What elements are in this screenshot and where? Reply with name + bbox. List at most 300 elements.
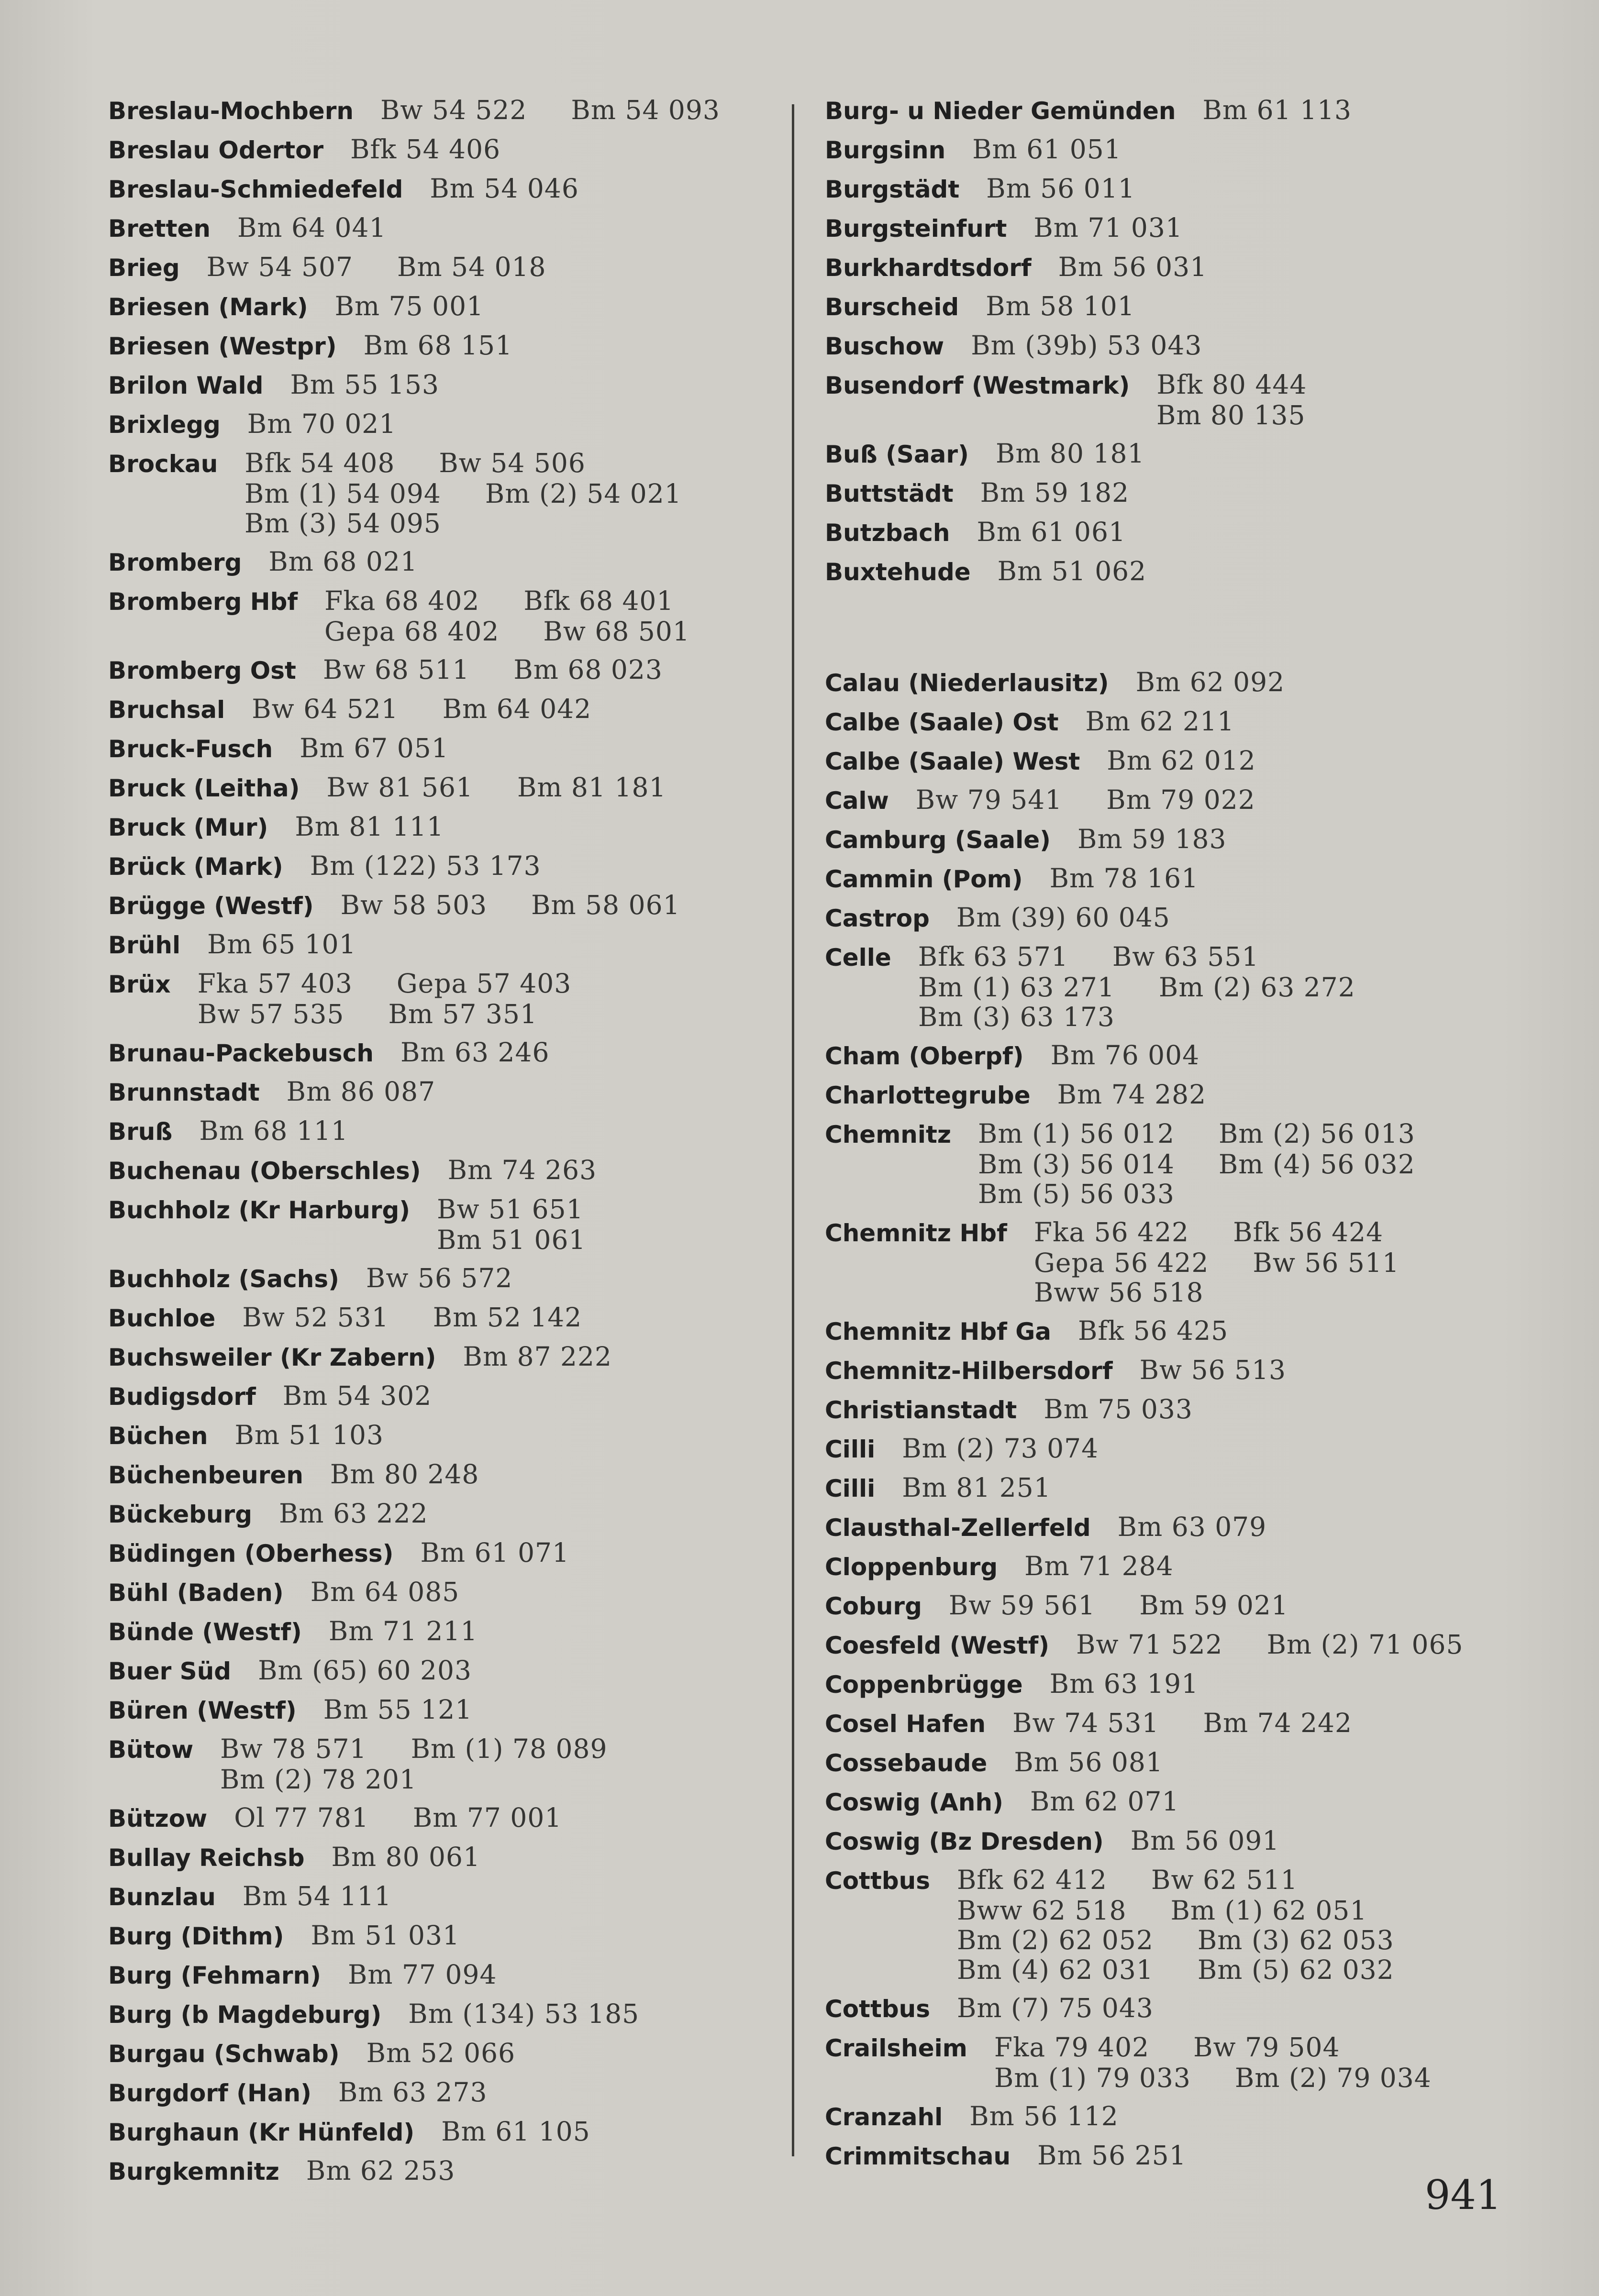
directory-entry xyxy=(825,287,1514,326)
directory-entry xyxy=(108,1259,778,1298)
office-code: Bw 68 511 xyxy=(322,654,470,685)
office-code: Bfk 80 444 xyxy=(1156,369,1307,400)
office-code: Bm (3) 54 095 xyxy=(244,508,441,539)
office-code: Bw 57 535 xyxy=(198,999,344,1029)
place-name: Cosel Hafen xyxy=(825,1710,986,1738)
place-name: Coswig (Anh) xyxy=(825,1788,1003,1816)
office-code: Bm 77 001 xyxy=(412,1802,562,1833)
continuation-line xyxy=(825,1925,1514,1955)
place-name: Celle xyxy=(825,944,891,971)
directory-entry xyxy=(108,1995,778,2034)
office-code: Bw 71 522 xyxy=(1076,1629,1223,1660)
directory-entry xyxy=(825,820,1514,859)
place-name: Büren (Westf) xyxy=(108,1697,297,1724)
office-code: Bm 87 222 xyxy=(463,1341,612,1372)
office-code: Bm 54 111 xyxy=(242,1881,392,1911)
office-code: Bfk 54 408 xyxy=(244,448,395,478)
directory-entry xyxy=(108,582,778,651)
place-name: Calbe (Saale) Ost xyxy=(825,708,1059,736)
directory-entry xyxy=(825,938,1514,1036)
office-code: Bm (4) 56 032 xyxy=(1218,1149,1415,1180)
continuation-line xyxy=(825,1955,1514,1985)
directory-entry xyxy=(108,1612,778,1651)
directory-entry xyxy=(825,365,1514,434)
directory-entry xyxy=(108,768,778,807)
continuation-line xyxy=(825,1002,1514,1032)
continuation-line xyxy=(825,972,1514,1002)
office-code: Bm (1) 79 033 xyxy=(994,2063,1191,2093)
office-code: Bm 59 183 xyxy=(1077,824,1227,854)
office-code: Bm (2) 56 013 xyxy=(1218,1118,1415,1149)
place-name: Budigsdorf xyxy=(108,1383,256,1411)
office-code: Bm (1) 56 012 xyxy=(978,1118,1175,1149)
continuation-line xyxy=(825,1149,1514,1179)
office-code: Bfk 63 571 xyxy=(918,941,1068,972)
place-name: Cossebaude xyxy=(825,1749,988,1777)
office-code: Bw 58 503 xyxy=(340,890,488,920)
directory-entry xyxy=(108,1151,778,1190)
place-name: Cammin (Pom) xyxy=(825,865,1023,893)
directory-entry xyxy=(825,1861,1514,1989)
continuation-line xyxy=(825,1896,1514,1925)
office-code: Bm (5) 62 032 xyxy=(1197,1954,1394,1985)
directory-entry xyxy=(108,2152,778,2191)
directory-entry xyxy=(108,2112,778,2152)
office-code: Bm 56 112 xyxy=(969,2101,1119,2131)
directory-entry xyxy=(108,1799,778,1838)
directory-entry xyxy=(825,434,1514,474)
place-name: Coswig (Bz Dresden) xyxy=(825,1828,1104,1855)
office-code: Bm 86 087 xyxy=(286,1076,436,1107)
office-code: Bm (2) 71 065 xyxy=(1266,1629,1464,1660)
office-code: Bm 63 222 xyxy=(279,1498,428,1529)
place-name: Brixlegg xyxy=(108,411,221,439)
office-code: Bm 61 051 xyxy=(972,134,1122,165)
directory-entry xyxy=(825,1115,1514,1213)
office-code: Bw 68 501 xyxy=(543,616,690,647)
left-column xyxy=(108,91,778,2191)
place-name: Bützow xyxy=(108,1805,208,1832)
page-number: 941 xyxy=(1425,2172,1502,2219)
directory-entry xyxy=(108,444,778,542)
office-code: Bm 68 023 xyxy=(513,654,663,685)
directory-entry xyxy=(825,1036,1514,1075)
place-name: Cottbus xyxy=(825,1995,930,2023)
place-name: Clausthal-Zellerfeld xyxy=(825,1514,1091,1542)
place-name: Busendorf (Westmark) xyxy=(825,372,1130,399)
office-code: Bm (3) 56 014 xyxy=(978,1149,1175,1180)
place-name: Chemnitz Hbf Ga xyxy=(825,1318,1052,1346)
office-code: Fka 79 402 xyxy=(994,2032,1150,2063)
place-name: Brühl xyxy=(108,931,181,959)
directory-entry xyxy=(825,663,1514,702)
office-code: Bw 79 541 xyxy=(915,784,1063,815)
office-code: Bm 68 111 xyxy=(199,1115,348,1146)
place-name: Breslau Odertor xyxy=(108,136,324,164)
place-name: Calw xyxy=(825,787,889,815)
office-code: Fka 68 402 xyxy=(324,585,480,616)
place-name: Bünde (Westf) xyxy=(108,1618,302,1646)
directory-entry xyxy=(825,326,1514,365)
office-code: Bw 56 572 xyxy=(366,1263,513,1293)
directory-entry xyxy=(108,886,778,925)
office-code: Bw 63 551 xyxy=(1112,941,1259,972)
office-code: Bm 61 061 xyxy=(977,517,1126,547)
office-code: Bm 62 092 xyxy=(1135,667,1285,697)
directory-entry xyxy=(108,1916,778,1955)
office-code: Bw 54 506 xyxy=(439,448,586,478)
place-name: Brockau xyxy=(108,450,218,478)
office-code: Bm (3) 62 053 xyxy=(1197,1925,1394,1955)
place-name: Buschow xyxy=(825,332,944,360)
directory-entry xyxy=(825,1075,1514,1115)
directory-entry xyxy=(825,130,1514,169)
office-code: Bm 64 085 xyxy=(310,1577,460,1607)
directory-entry xyxy=(108,1190,778,1259)
office-code: Bm 68 151 xyxy=(363,330,513,361)
office-code: Bm (1) 78 089 xyxy=(411,1733,608,1764)
office-code: Bm (39b) 53 043 xyxy=(971,330,1202,361)
place-name: Bromberg Hbf xyxy=(108,588,298,616)
place-name: Burscheid xyxy=(825,293,959,321)
office-code: Bm 56 031 xyxy=(1058,252,1208,282)
office-code: Bm 81 251 xyxy=(902,1472,1051,1503)
place-name: Crailsheim xyxy=(825,2034,967,2062)
office-code: Gepa 56 422 xyxy=(1034,1247,1209,1278)
office-code: Bm (1) 54 094 xyxy=(244,478,441,509)
directory-entry xyxy=(825,209,1514,248)
office-code: Bm 56 081 xyxy=(1014,1747,1163,1777)
place-name: Breslau-Schmiedefeld xyxy=(108,176,403,203)
place-name: Bromberg Ost xyxy=(108,657,296,684)
directory-entry xyxy=(825,1821,1514,1861)
directory-entry xyxy=(825,513,1514,552)
directory-entry xyxy=(108,326,778,365)
directory-entry xyxy=(825,898,1514,938)
office-code: Bm 63 079 xyxy=(1117,1512,1267,1542)
place-name: Brieg xyxy=(108,254,180,282)
office-code: Bm 63 191 xyxy=(1049,1668,1199,1699)
place-name: Burgsteinfurt xyxy=(825,215,1007,243)
directory-entry xyxy=(108,1072,778,1112)
office-code: Bw 54 522 xyxy=(380,95,527,125)
directory-entry xyxy=(825,1704,1514,1743)
office-code: Bfk 68 401 xyxy=(523,585,674,616)
directory-entry xyxy=(108,2073,778,2112)
place-name: Burg (Dithm) xyxy=(108,1922,284,1950)
directory-entry xyxy=(108,1534,778,1573)
office-code: Bm (5) 56 033 xyxy=(978,1179,1175,1209)
directory-entry xyxy=(825,1989,1514,2028)
place-name: Cilli xyxy=(825,1435,876,1463)
office-code: Bm 55 153 xyxy=(290,369,439,400)
office-code: Bm (1) 63 271 xyxy=(918,972,1115,1003)
directory-entry xyxy=(825,552,1514,591)
office-code: Bm 81 181 xyxy=(517,772,666,803)
office-code: Bm (7) 75 043 xyxy=(957,1993,1154,2023)
place-name: Buß (Saar) xyxy=(825,441,969,468)
office-code: Bm 81 111 xyxy=(295,811,444,842)
office-code: Bm 62 211 xyxy=(1085,706,1235,737)
office-code: Bm 79 022 xyxy=(1106,784,1255,815)
directory-entry xyxy=(108,925,778,964)
office-code: Bm 61 113 xyxy=(1202,95,1352,125)
directory-entry xyxy=(825,781,1514,820)
directory-entry xyxy=(825,1312,1514,1351)
place-name: Buxtehude xyxy=(825,558,971,586)
office-code: Bm (2) 79 034 xyxy=(1234,2063,1432,2093)
place-name: Brück (Mark) xyxy=(108,853,283,881)
place-name: Breslau-Mochbern xyxy=(108,97,354,125)
directory-entry xyxy=(108,1838,778,1877)
office-code: Bm 63 273 xyxy=(338,2077,488,2108)
directory-entry xyxy=(825,2136,1514,2175)
place-name: Castrop xyxy=(825,905,930,932)
directory-entry xyxy=(825,1429,1514,1468)
place-name: Buchsweiler (Kr Zabern) xyxy=(108,1344,436,1371)
directory-entry xyxy=(108,365,778,405)
office-code: Bm 80 135 xyxy=(1156,400,1306,430)
place-name: Bühl (Baden) xyxy=(108,1579,284,1607)
office-code: Bm 64 042 xyxy=(442,694,592,724)
place-name: Cilli xyxy=(825,1475,876,1502)
directory-entry xyxy=(825,1213,1514,1312)
directory-entry xyxy=(825,1743,1514,1782)
office-code: Bm 54 046 xyxy=(430,173,579,204)
place-name: Burg (b Magdeburg) xyxy=(108,2001,382,2029)
office-code: Bm 51 031 xyxy=(311,1920,460,1951)
place-name: Bruck (Mur) xyxy=(108,814,268,841)
place-name: Burkhardtsdorf xyxy=(825,254,1032,282)
place-name: Bütow xyxy=(108,1736,194,1764)
directory-entry xyxy=(108,130,778,169)
office-code: Bm (4) 62 031 xyxy=(957,1954,1154,1985)
office-code: Bm (2) 54 021 xyxy=(485,478,682,509)
office-code: Bfk 62 412 xyxy=(957,1865,1108,1895)
continuation-line xyxy=(825,400,1514,430)
place-name: Büdingen (Oberhess) xyxy=(108,1540,394,1567)
place-name: Briesen (Westpr) xyxy=(108,332,337,360)
place-name: Buer Süd xyxy=(108,1657,232,1685)
office-code: Bm 70 021 xyxy=(247,408,397,439)
place-name: Burgsinn xyxy=(825,136,946,164)
place-name: Buchholz (Kr Harburg) xyxy=(108,1196,411,1224)
office-code: Bm 77 094 xyxy=(348,1959,497,1990)
directory-entry xyxy=(108,1112,778,1151)
office-code: Fka 56 422 xyxy=(1033,1217,1189,1247)
place-name: Brüx xyxy=(108,971,171,998)
office-code: Bw 78 571 xyxy=(220,1733,367,1764)
place-name: Bunzlau xyxy=(108,1883,216,1911)
directory-entry xyxy=(108,1690,778,1730)
continuation-line xyxy=(825,2063,1514,2093)
place-name: Bromberg xyxy=(108,549,242,576)
office-code: Bm 71 031 xyxy=(1033,212,1183,243)
office-code: Bw 81 561 xyxy=(326,772,473,803)
directory-entry xyxy=(825,1586,1514,1625)
office-code: Bm 80 248 xyxy=(330,1459,479,1490)
office-code: Bw 56 513 xyxy=(1139,1355,1287,1385)
office-code: Bm (1) 62 051 xyxy=(1170,1895,1367,1926)
place-name: Cranzahl xyxy=(825,2103,943,2131)
office-code: Bm 71 211 xyxy=(328,1616,478,1646)
office-code: Bww 62 518 xyxy=(957,1895,1127,1926)
place-name: Brilon Wald xyxy=(108,372,264,399)
continuation-line xyxy=(108,999,778,1029)
directory-entry xyxy=(825,2097,1514,2136)
office-code: Bw 52 531 xyxy=(242,1302,389,1333)
office-code: Bm 62 071 xyxy=(1030,1786,1179,1817)
office-code: Bm (2) 63 272 xyxy=(1158,972,1355,1003)
office-code: Bm 55 121 xyxy=(323,1694,473,1725)
office-code: Gepa 68 402 xyxy=(324,616,500,647)
place-name: Burg- u Nieder Gemünden xyxy=(825,97,1176,125)
office-code: Bm (2) 78 201 xyxy=(220,1764,417,1795)
office-code: Bm 74 282 xyxy=(1057,1079,1207,1110)
directory-entry xyxy=(108,847,778,886)
place-name: Chemnitz-Hilbersdorf xyxy=(825,1357,1113,1385)
office-code: Bm 52 142 xyxy=(433,1302,582,1333)
office-code: Bm 62 012 xyxy=(1107,745,1256,776)
place-name: Coburg xyxy=(825,1592,922,1620)
office-code: Bm 68 021 xyxy=(268,546,418,577)
office-code: Bw 79 504 xyxy=(1193,2032,1340,2063)
office-code: Bm 52 066 xyxy=(366,2038,516,2068)
place-name: Brunau-Packebusch xyxy=(108,1039,374,1067)
office-code: Bm 56 011 xyxy=(986,173,1135,204)
column-divider xyxy=(792,104,794,2156)
directory-entry xyxy=(108,651,778,690)
office-code: Bm 74 263 xyxy=(447,1155,597,1185)
office-code: Bm 59 182 xyxy=(980,477,1130,508)
office-code: Bm 62 253 xyxy=(306,2155,455,2186)
place-name: Bruchsal xyxy=(108,696,225,724)
office-code: Bm 61 071 xyxy=(420,1537,570,1568)
place-name: Büchenbeuren xyxy=(108,1461,303,1489)
office-code: Bfk 54 406 xyxy=(350,134,501,165)
directory-entry xyxy=(108,729,778,768)
continuation-line xyxy=(108,1765,778,1794)
place-name: Bruß xyxy=(108,1118,173,1146)
office-code: Bm 57 351 xyxy=(388,999,537,1029)
place-name: Christianstadt xyxy=(825,1396,1017,1424)
office-code: Bm 74 242 xyxy=(1203,1708,1353,1738)
office-code: Bm (39) 60 045 xyxy=(956,902,1170,933)
office-code: Bww 56 518 xyxy=(1034,1277,1204,1308)
office-code: Bm (2) 73 074 xyxy=(902,1433,1099,1464)
continuation-line xyxy=(825,1179,1514,1209)
right-column xyxy=(825,91,1514,2175)
place-name: Chemnitz Hbf xyxy=(825,1219,1007,1247)
office-code: Bfk 56 424 xyxy=(1233,1217,1384,1247)
directory-entry xyxy=(825,702,1514,741)
place-name: Burghaun (Kr Hünfeld) xyxy=(108,2119,415,2146)
continuation-line xyxy=(825,1248,1514,1278)
directory-entry xyxy=(825,1665,1514,1704)
place-name: Bruck (Leitha) xyxy=(108,774,300,802)
directory-entry xyxy=(108,1455,778,1494)
place-name: Coesfeld (Westf) xyxy=(825,1632,1050,1659)
place-name: Chemnitz xyxy=(825,1121,952,1148)
office-code: Bm 65 101 xyxy=(207,929,356,960)
continuation-line xyxy=(108,1225,778,1255)
directory-entry xyxy=(108,964,778,1033)
directory-entry xyxy=(108,690,778,729)
office-code: Bm 51 103 xyxy=(234,1420,384,1450)
office-code: Bm 51 062 xyxy=(997,556,1147,586)
office-code: Bm 78 161 xyxy=(1049,863,1199,894)
place-name: Bruck-Fusch xyxy=(108,735,273,763)
place-name: Butzbach xyxy=(825,519,950,547)
continuation-line xyxy=(108,617,778,646)
directory-entry xyxy=(825,1508,1514,1547)
office-code: Bm 80 181 xyxy=(995,438,1145,469)
office-code: Bm 58 101 xyxy=(986,291,1135,321)
directory-entry xyxy=(108,1494,778,1534)
directory-entry xyxy=(108,1573,778,1612)
place-name: Burgdorf (Han) xyxy=(108,2079,311,2107)
office-code: Bm 63 246 xyxy=(400,1037,550,1068)
directory-entry xyxy=(108,1651,778,1690)
place-name: Burgstädt xyxy=(825,176,960,203)
office-code: Bm (122) 53 173 xyxy=(310,850,541,881)
directory-entry xyxy=(108,1416,778,1455)
place-name: Brunnstadt xyxy=(108,1079,260,1106)
directory-entry xyxy=(825,1782,1514,1821)
directory-entry xyxy=(108,1377,778,1416)
directory-entry xyxy=(108,248,778,287)
place-name: Buchloe xyxy=(108,1304,216,1332)
place-name: Burgkemnitz xyxy=(108,2158,279,2186)
place-name: Buchholz (Sachs) xyxy=(108,1265,339,1293)
place-name: Cham (Oberpf) xyxy=(825,1042,1024,1070)
place-name: Charlottegrube xyxy=(825,1082,1031,1109)
office-code: Gepa 57 403 xyxy=(396,968,572,999)
place-name: Coppenbrügge xyxy=(825,1671,1023,1699)
office-code: Bm 54 093 xyxy=(571,95,720,125)
office-code: Bm 51 061 xyxy=(437,1225,586,1255)
place-name: Burgau (Schwab) xyxy=(108,2040,340,2068)
office-code: Bw 59 561 xyxy=(948,1590,1096,1621)
directory-entry xyxy=(825,859,1514,898)
place-name: Buttstädt xyxy=(825,480,954,508)
directory-entry xyxy=(108,91,778,130)
directory-entry xyxy=(825,248,1514,287)
office-code: Bm 75 001 xyxy=(334,291,484,321)
directory-entry xyxy=(108,807,778,847)
place-name: Camburg (Saale) xyxy=(825,826,1051,854)
office-code: Bw 56 511 xyxy=(1253,1247,1399,1278)
place-name: Buchenau (Oberschles) xyxy=(108,1157,421,1185)
directory-entry xyxy=(108,1877,778,1916)
directory-entry xyxy=(825,91,1514,130)
office-code: Bm 75 033 xyxy=(1044,1394,1193,1424)
directory-entry xyxy=(108,287,778,326)
office-code: Bm 54 018 xyxy=(397,252,546,282)
office-code: Bm (134) 53 185 xyxy=(408,1998,640,2029)
directory-entry xyxy=(825,169,1514,209)
office-code: Bm 58 061 xyxy=(531,890,680,920)
office-code: Bm 67 051 xyxy=(300,733,449,763)
office-code: Bm (65) 60 203 xyxy=(258,1655,472,1686)
directory-entry xyxy=(108,169,778,209)
directory-entry xyxy=(825,1351,1514,1390)
directory-entry xyxy=(108,405,778,444)
place-name: Brügge (Westf) xyxy=(108,892,314,920)
directory-entry xyxy=(825,741,1514,781)
office-code: Bm (2) 62 052 xyxy=(957,1925,1154,1955)
directory-entry xyxy=(108,1730,778,1799)
